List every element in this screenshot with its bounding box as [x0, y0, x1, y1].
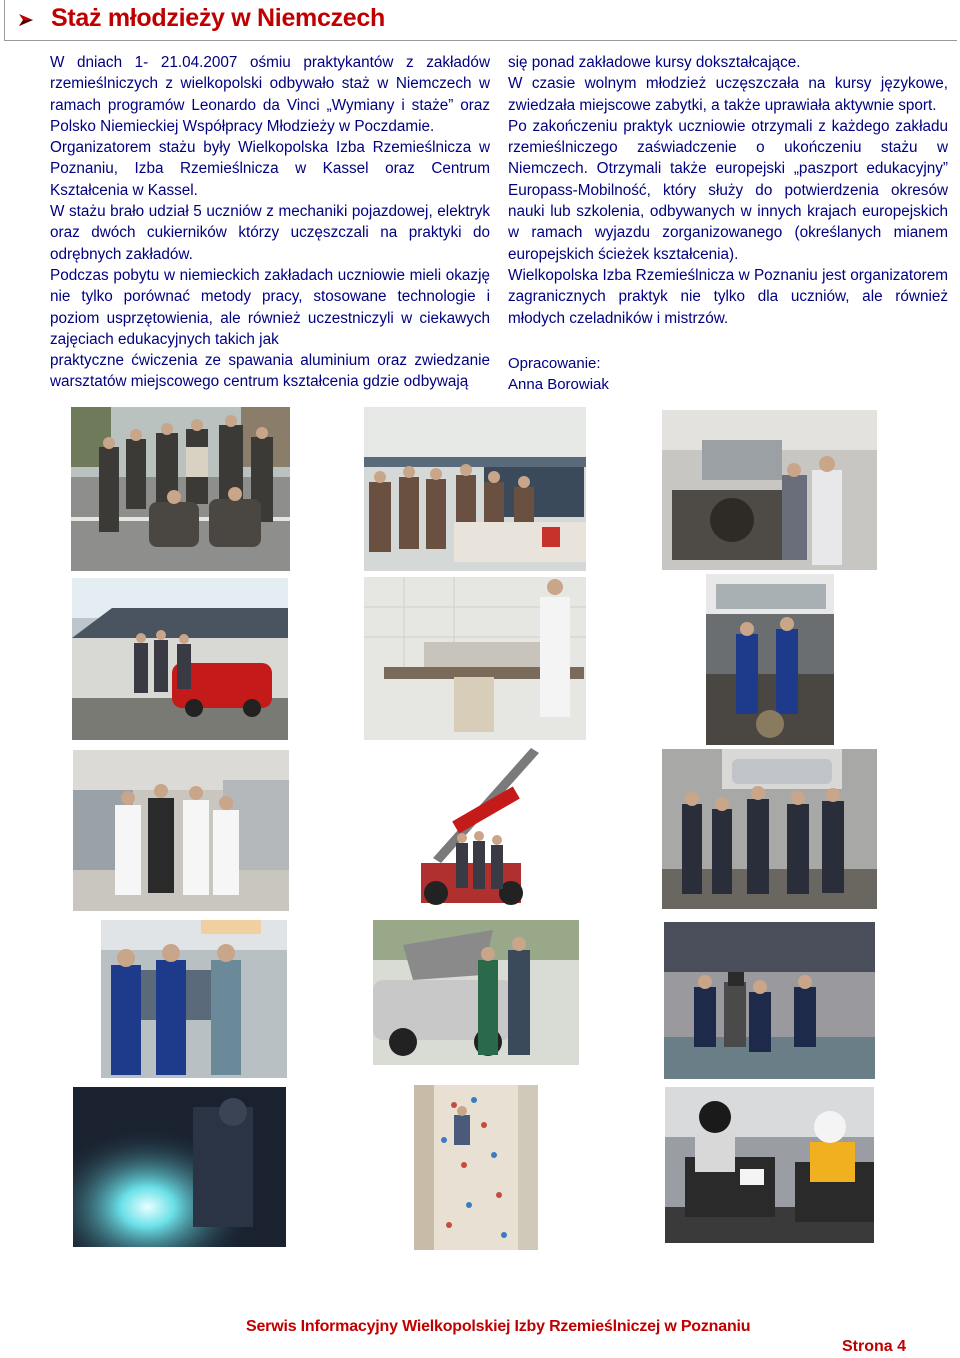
photo-go-karting	[665, 1087, 874, 1243]
article-paragraph: Wielkopolska Izba Rzemieślnicza w Poznaniu jest organizatorem zagranicznych praktyk nie tylko dla uczniów, ale również młodych czeladników i mistrzów.	[508, 266, 948, 327]
photo-welding-workshop	[664, 922, 875, 1079]
credit-label: Opracowanie:	[508, 355, 601, 372]
credit-author: Anna Borowiak	[508, 376, 609, 393]
photo-red-machine	[411, 743, 539, 914]
photo-engine-workshop	[662, 410, 877, 570]
article-left-column	[50, 52, 490, 393]
page-header	[4, 0, 957, 41]
article-paragraph: się ponad zakładowe kursy dokształcające.	[508, 54, 801, 71]
article-paragraph: W dniach 1- 21.04.2007 ośmiu praktykantów z zakładów rzemieślniczych z wielkopolski odbywało staż w Niemczech w ramach programów Leonardo da Vinci „Wymiany i staże” oraz Polsko Niemieckiej Współpracy Młodzieży w Poczdamie.	[50, 54, 490, 135]
photo-group-red-car	[72, 578, 288, 740]
article-paragraph: W stażu brało udział 5 uczniów z mechaniki pojazdowej, elektryk oraz dwóch cukierników którzy uczęszczali na praktyki do odrębnych zakładów.	[50, 203, 490, 263]
article-paragraph: Podczas pobytu w niemieckich zakładach uczniowie mieli okazję nie tylko porównać metody pracy, stosowane technologie i poziom usprzętowienia, ale również uczestniczyli w ciekawych zajęciach edukacyjnych takich jak	[50, 266, 490, 348]
article-paragraph: Organizatorem stażu były Wielkopolska Izba Rzemieślnicza w Poznaniu, Izba Rzemieślnicza w Kassel oraz Centrum Kształcenia w Kassel.	[50, 139, 490, 199]
page-number: Strona 4	[842, 1338, 907, 1355]
arrow-bullet-icon	[17, 11, 35, 29]
photo-group-street	[71, 407, 290, 571]
photo-bakery	[364, 577, 586, 740]
footer-publication-title: Serwis Informacyjny Wielkopolskiej Izby Rzemieślniczej w Poznaniu	[246, 1318, 751, 1335]
photo-blue-overalls-group	[101, 920, 287, 1078]
photo-climbing-wall	[414, 1085, 538, 1250]
photo-truck-workshop	[706, 574, 834, 745]
photo-damaged-car	[373, 920, 579, 1065]
photo-bakery-group	[73, 750, 289, 911]
photo-car-lift-workshop	[662, 749, 877, 909]
article-paragraph: W czasie wolnym młodzież uczęszczała na kursy językowe, zwiedzała miejscowe zabytki, a także uprawiała aktywnie sport.	[508, 75, 948, 114]
article-right-column	[508, 52, 948, 329]
page-title: Staż młodzieży w Niemczech	[51, 4, 385, 32]
article-paragraph: Po zakończeniu praktyk uczniowie otrzymali z każdego zakładu rzemieślniczego zaświadczenie o ukończeniu stażu w Niemczech. Otrzymali także europejski „paszport edukacyjny” Europass-Mobilność, który służy do potwierdzenia okresów nauki lub szkolenia, odbywanych w innych krajach europejskich w ramach wyjazdu zorganizowanego (określanych mianem europejskich ścieżek kształcenia).	[508, 117, 948, 263]
photo-group-classroom	[364, 407, 586, 571]
article-paragraph: praktyczne ćwiczenia ze spawania aluminium oraz zwiedzanie warsztatów miejscowego centrum kształcenia gdzie odbywają	[50, 352, 490, 391]
photo-welding-arc	[73, 1087, 286, 1247]
article-credit	[508, 353, 609, 395]
